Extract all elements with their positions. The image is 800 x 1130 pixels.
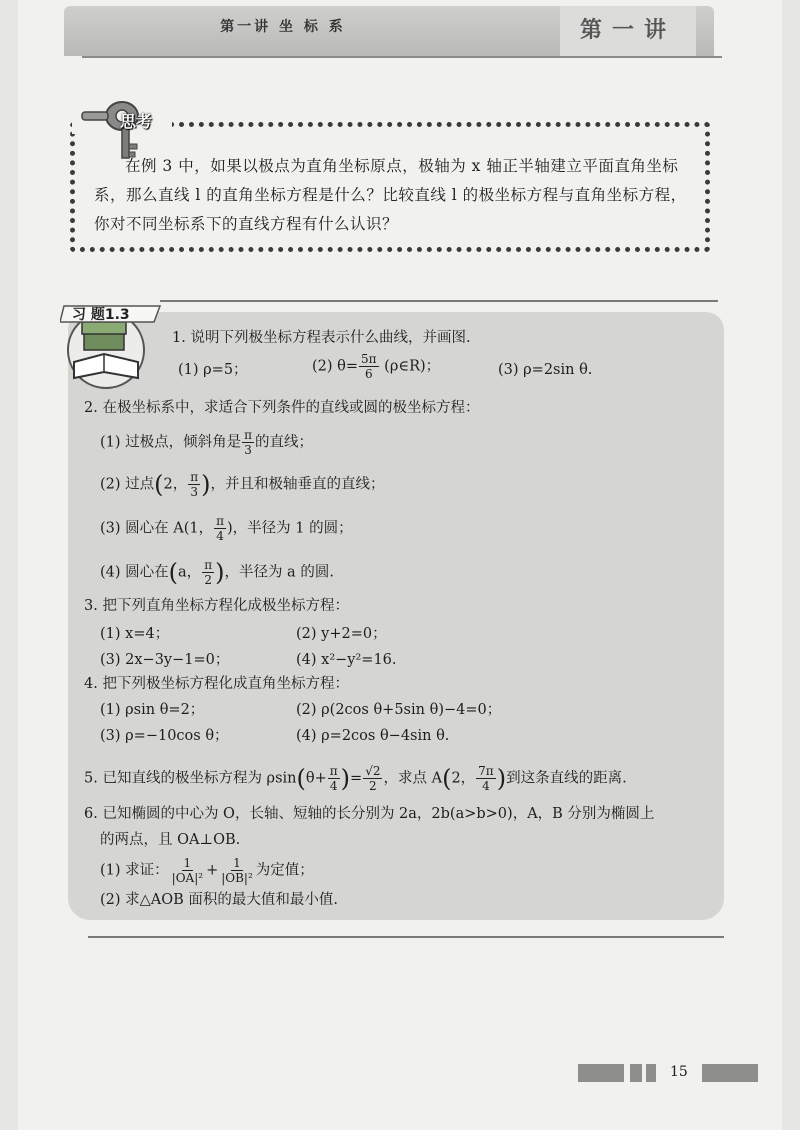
exercise-rule-top [160,300,718,302]
q3-d: (4) x²−y²=16. [296,652,397,668]
q2-stem: 2. 在极坐标系中，求适合下列条件的直线或圆的极坐标方程： [84,400,480,416]
q2-c: (3) 圆心在 A(1， $\frac{\pi}{4}$ )，半径为 1 的圆； [100,514,353,543]
q4-d: (4) ρ=2cos θ−4sin θ. [296,728,450,744]
q2-b: (2) 过点(2， $\frac{\pi}{3}$ )，并且和极轴垂直的直线； [100,470,385,499]
exercise-badge-label: 习 题1.3 [72,307,130,323]
q6-line1: 6. 已知椭圆的中心为 O，长轴、短轴的长分别为 2a，2b(a>b>0)，A，B 分别为椭圆上 [84,806,655,822]
q2-a: (1) 过极点，倾斜角是 $\frac{\pi}{3}$ 的直线； [100,428,314,457]
q6-line2: 的两点，且 OA⊥OB. [100,832,241,848]
q4-stem: 4. 把下列极坐标方程化成直角坐标方程： [84,676,349,692]
footer-bar-mid [630,1064,642,1082]
exercise-badge [60,292,170,392]
q3-c: (3) 2x−3y−1=0； [100,652,230,668]
q1-a: (1) ρ=5； [178,362,248,378]
q4-c: (3) ρ=−10cos θ； [100,728,229,744]
exercise-rule-bottom [88,936,724,938]
q6-a: (1) 求证： $\frac{1}{\text{|OA|²}}$ + $\frac{1}{\text{|OB|²}}$ 为定值； [100,856,314,885]
q4-a: (1) ρsin θ=2； [100,702,205,718]
think-label: 思考 [119,112,152,131]
footer-bar-mid2 [646,1064,656,1082]
q3-b: (2) y+2=0； [296,626,387,642]
q6-b: (2) 求△AOB 面积的最大值和最小值. [100,892,339,908]
q4-b: (2) ρ(2cos θ+5sin θ)−4=0； [296,702,502,718]
footer-bar-left [578,1064,624,1082]
think-text: 在例 3 中，如果以极点为直角坐标原点，极轴为 x 轴正半轴建立平面直角坐标系，那么直线 l 的直角坐标方程是什么？比较直线 l 的极坐标方程与直角坐标方程，你对不同坐标系下的直线方程有什么认识？ [94,157,687,233]
footer-bar-right [702,1064,758,1082]
header-title: 第一讲 坐 标 系 [220,19,346,35]
q3-stem: 3. 把下列直角坐标方程化成极坐标方程： [84,598,349,614]
chapter-tab: 第一讲 [560,6,696,56]
q1-stem: 1. 说明下列极坐标方程表示什么曲线，并画图. [172,330,471,346]
q2-d: (4) 圆心在(a， $\frac{\pi}{2}$ )，半径为 a 的圆. [100,558,334,587]
q1-c: (3) ρ=2sin θ. [498,362,593,378]
q1-b: (2) θ= $\frac{5\pi}{6}$ (ρ∈R)； [312,352,441,381]
q3-a: (1) x=4； [100,626,170,642]
page-number: 15 [670,1064,688,1080]
q5: 5. 已知直线的极坐标方程为 ρsin(θ+ $\frac{\pi}{4}$ )= $\frac{√2}{2}$ ，求点 A(2， $\frac{7\pi}{4}$ )到这条直线的距离. [84,764,627,793]
header-rule [82,56,722,58]
